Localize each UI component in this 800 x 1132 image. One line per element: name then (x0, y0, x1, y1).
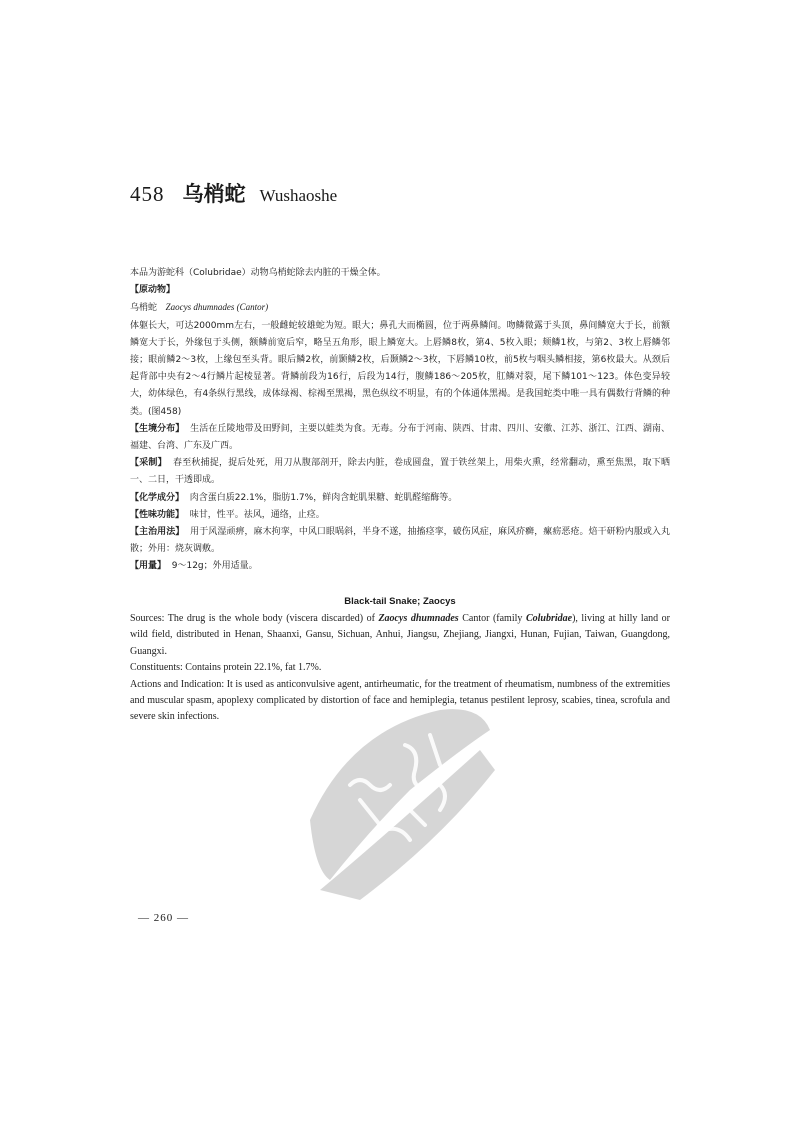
usage-section (130, 524, 670, 558)
habitat-heading: 【生境分布】 (130, 423, 185, 434)
sources-family-name: Colubridae (525, 613, 573, 624)
chemistry-text: 肉含蛋白质22.1%，脂肪1.7%，鲜肉含蛇肌果糖、蛇肌醛缩酶等。 (189, 492, 458, 503)
species-latin-name: Zaocys dhumnades (Cantor) (165, 302, 269, 313)
sources-text-2: Cantor (family (458, 613, 526, 624)
species-line (130, 299, 670, 317)
actions-paragraph: Actions and Indication: It is used as anticonvulsive agent, antirheumatic, for the treatment of rheumatism, numbness of the extremities and muscular spasm, apoplexy complicated by distortion of face and hemiplegia, tetanus pestilent leprosy, scabies, tinea, scrofula and severe skin infections. (130, 678, 670, 723)
entry-number: 458 (130, 182, 165, 206)
dosage-section (130, 558, 670, 575)
nature-section (130, 507, 670, 524)
nature-text: 味甘，性平。祛风，通络，止痉。 (189, 509, 325, 520)
chemistry-section (130, 490, 670, 507)
sources-paragraph (130, 611, 670, 660)
habitat-section (130, 421, 670, 455)
species-chinese-name: 乌梢蛇 (130, 303, 158, 314)
seal-watermark (290, 690, 500, 900)
processing-section (130, 455, 670, 489)
sources-species-name: Zaocys dhumnades (378, 613, 459, 624)
processing-heading: 【采制】 (130, 458, 167, 469)
intro-paragraph: 本品为游蛇科（Colubridae）动物乌梢蛇除去内脏的干燥全体。 (130, 268, 386, 278)
description-paragraph: 体躯长大，可达2000mm左右，一般雌蛇较雄蛇为短。眼大；鼻孔大而椭圆，位于两鼻鳞间。吻鳞微露于头顶，鼻间鳞宽大于长，前额鳞宽大于长，外缘包于头侧，额鳞前宽后窄，略呈五角形，眼上鳞宽大。上唇鳞8枚，第4、5枚入眼；颊鳞1枚，与第2、3枚上唇鳞邻接；眼前鳞2～3枚，上缘包至头背。眼后鳞2枚，前颞鳞2枚，后颞鳞2～3枚，下唇鳞10枚，前5枚与咽头鳞相接，第6枚最大。从颈后起背部中央有2～4行鳞片起棱显著。背鳞前段为16行，后段为14行，腹鳞186～205枚，肛鳞对裂，尾下鳞101～123。体色变异较大，幼体绿色，有4条纵行黑线，成体绿褐、棕褐至黑褐，黑色纵纹不明显，有的个体通体黑褐。是我国蛇类中唯一具有偶数行背鳞的种类。(图458) (130, 320, 670, 417)
pinyin-title: Wushaoshe (259, 186, 338, 205)
processing-text: 春至秋捕捉，捉后处死，用刀从腹部剖开，除去内脏，卷成圆盘，置于铁丝架上，用柴火熏，经常翻动，熏至焦黑，取下晒一、二日，干透即成。 (130, 458, 670, 486)
page-number: — 260 — (138, 912, 189, 924)
nature-heading: 【性味功能】 (130, 509, 185, 520)
constituents-paragraph: Constituents: Contains protein 22.1%, fat 1.7%. (130, 662, 322, 674)
dosage-heading: 【用量】 (130, 561, 167, 572)
entry-header (130, 178, 337, 208)
usage-text: 用于风湿顽痹，麻木拘挛，中风口眼㖞斜，半身不遂，抽搐痉挛，破伤风症，麻风疥癣，瘰疬恶疮。焙干研粉内服或入丸散；外用：烧灰调敷。 (130, 527, 670, 555)
chinese-title: 乌梢蛇 (182, 182, 246, 206)
chemistry-heading: 【化学成分】 (130, 492, 185, 503)
sources-text-3: ), living at hilly land or wild field, distributed in Henan, Shaanxi, Gansu, Sichuan, Anhui, Jiangsu, Zhejiang, Jiangxi, Hunan, Fujian, Taiwan, Guangdong, Guangxi. (130, 613, 671, 657)
usage-heading: 【主治用法】 (130, 527, 185, 538)
origin-heading: 【原动物】 (130, 285, 176, 296)
sources-text-1: Sources: The drug is the whole body (viscera discarded) of (130, 613, 379, 624)
dosage-text: 9～12g；外用适量。 (171, 561, 258, 572)
chinese-text (130, 265, 670, 576)
english-title: Black-tail Snake; Zaocys (344, 596, 456, 607)
habitat-text: 生活在丘陵地带及田野间，主要以蛙类为食。无毒。分布于河南、陕西、甘肃、四川、安徽、江苏、浙江、江西、湖南、福建、台湾、广东及广西。 (130, 423, 670, 452)
